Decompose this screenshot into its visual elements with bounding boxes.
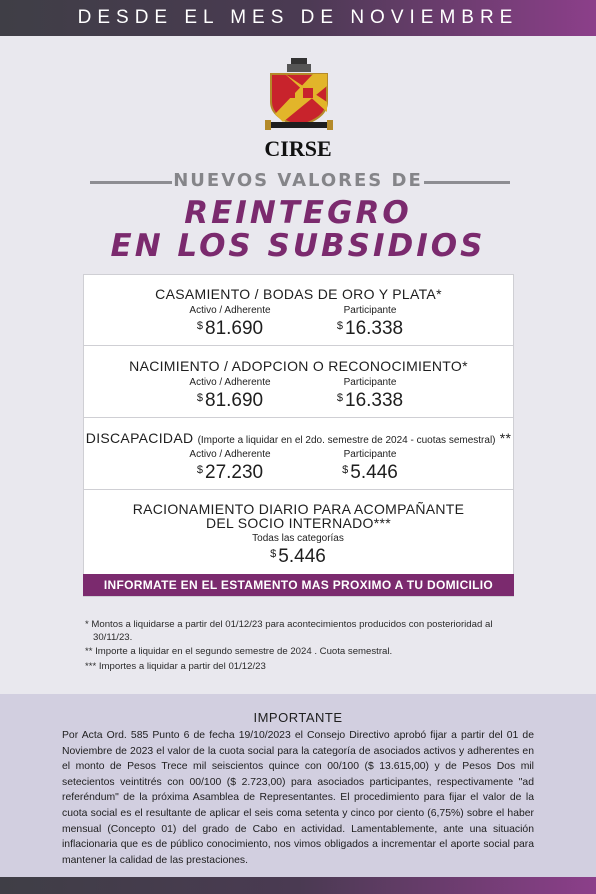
price-left: $ 81.690	[196, 390, 264, 411]
headline-title-line2: EN LOS SUBSIDIOS	[110, 228, 486, 264]
section-title-suffix: **	[499, 430, 512, 446]
footnote-1: * Montos a liquidarse a partir del 01/12/23 para acontecimientos producidos con posterioridad al 30/11/23.	[85, 619, 493, 643]
col-label-all: Todas las categorías	[252, 533, 344, 544]
price-left: $ 81.690	[196, 318, 264, 339]
section-title: CASAMIENTO / BODAS DE ORO Y PLATA*	[155, 286, 442, 302]
section-title-line2: DEL SOCIO INTERNADO***	[205, 515, 391, 531]
col-label-right: Participante	[343, 449, 397, 460]
headline-title-line1: REINTEGRO	[184, 195, 412, 231]
shield-crest-icon	[265, 56, 333, 134]
section-title-main: DISCAPACIDAD	[85, 430, 194, 446]
footnotes	[85, 619, 515, 675]
section-title: NACIMIENTO / ADOPCION O RECONOCIMIENTO*	[129, 358, 468, 374]
section-nacimiento	[84, 346, 513, 418]
bottom-bar	[0, 877, 596, 894]
price-right: $ 16.338	[336, 390, 404, 411]
col-label-left: Activo / Adherente	[189, 305, 271, 316]
section-casamiento	[84, 275, 513, 346]
col-label-left: Activo / Adherente	[189, 449, 271, 460]
important-body: Por Acta Ord. 585 Punto 6 de fecha 19/10/2023 el Consejo Directivo aprobó fijar a partir del 01 de Noviembre de 2023 el valor de la cuota social para la categoría de asociados activos y adherentes en el monto de Pesos Trece mil seiscientos quince con 00/100 ($ 13.615,00) y de Pesos Dos mil setecientos veintitrés con 00/100 ($ 2.723,00) para asociados participantes, respectivamente "ad referéndum" de la próxima Asamblea de Representantes. El procedimiento para fijar el valor de la cuota social es el resultante de aplicar el seis coma setenta y cinco por ciento (6,75%) sobre el haber mensual (Concepto 01) del grado de Cabo en actividad. Lamentablemente, ante una situación inflacionaria que es de público conocimiento, nos vimos obligados a incrementar el aporte social para mantener la calidad de las prestaciones.	[62, 730, 534, 866]
price-right: $ 16.338	[336, 318, 404, 339]
important-title: IMPORTANTE	[253, 710, 343, 725]
top-banner: DESDE EL MES DE NOVIEMBRE	[0, 0, 596, 36]
col-label-right: Participante	[343, 305, 397, 316]
footnote-3: *** Importes a liquidar a partir del 01/12/23	[85, 660, 266, 672]
info-bar: INFORMATE EN EL ESTAMENTO MAS PROXIMO A TU DOMICILIO	[83, 574, 514, 596]
section-discapacidad	[84, 418, 513, 490]
price-right: $ 5.446	[342, 462, 398, 483]
footnote-2: ** Importe a liquidar en el segundo semestre de 2024 . Cuota semestral.	[85, 646, 393, 657]
price-left: $ 27.230	[196, 462, 264, 483]
section-title-note: (Importe a liquidar en el 2do. semestre de 2024 - cuotas semestral)	[197, 435, 496, 446]
headline-subtitle: NUEVOS VALORES DE	[173, 170, 423, 191]
col-label-right: Participante	[343, 377, 397, 388]
subsidies-card	[83, 274, 514, 597]
section-racionamiento	[84, 490, 513, 575]
section-title	[84, 430, 513, 446]
price-all: $ 5.446	[270, 546, 326, 567]
brand-name: CIRSE	[264, 136, 332, 161]
section-title-line1: RACIONAMIENTO DIARIO PARA ACOMPAÑANTE	[132, 501, 465, 517]
col-label-left: Activo / Adherente	[189, 377, 271, 388]
